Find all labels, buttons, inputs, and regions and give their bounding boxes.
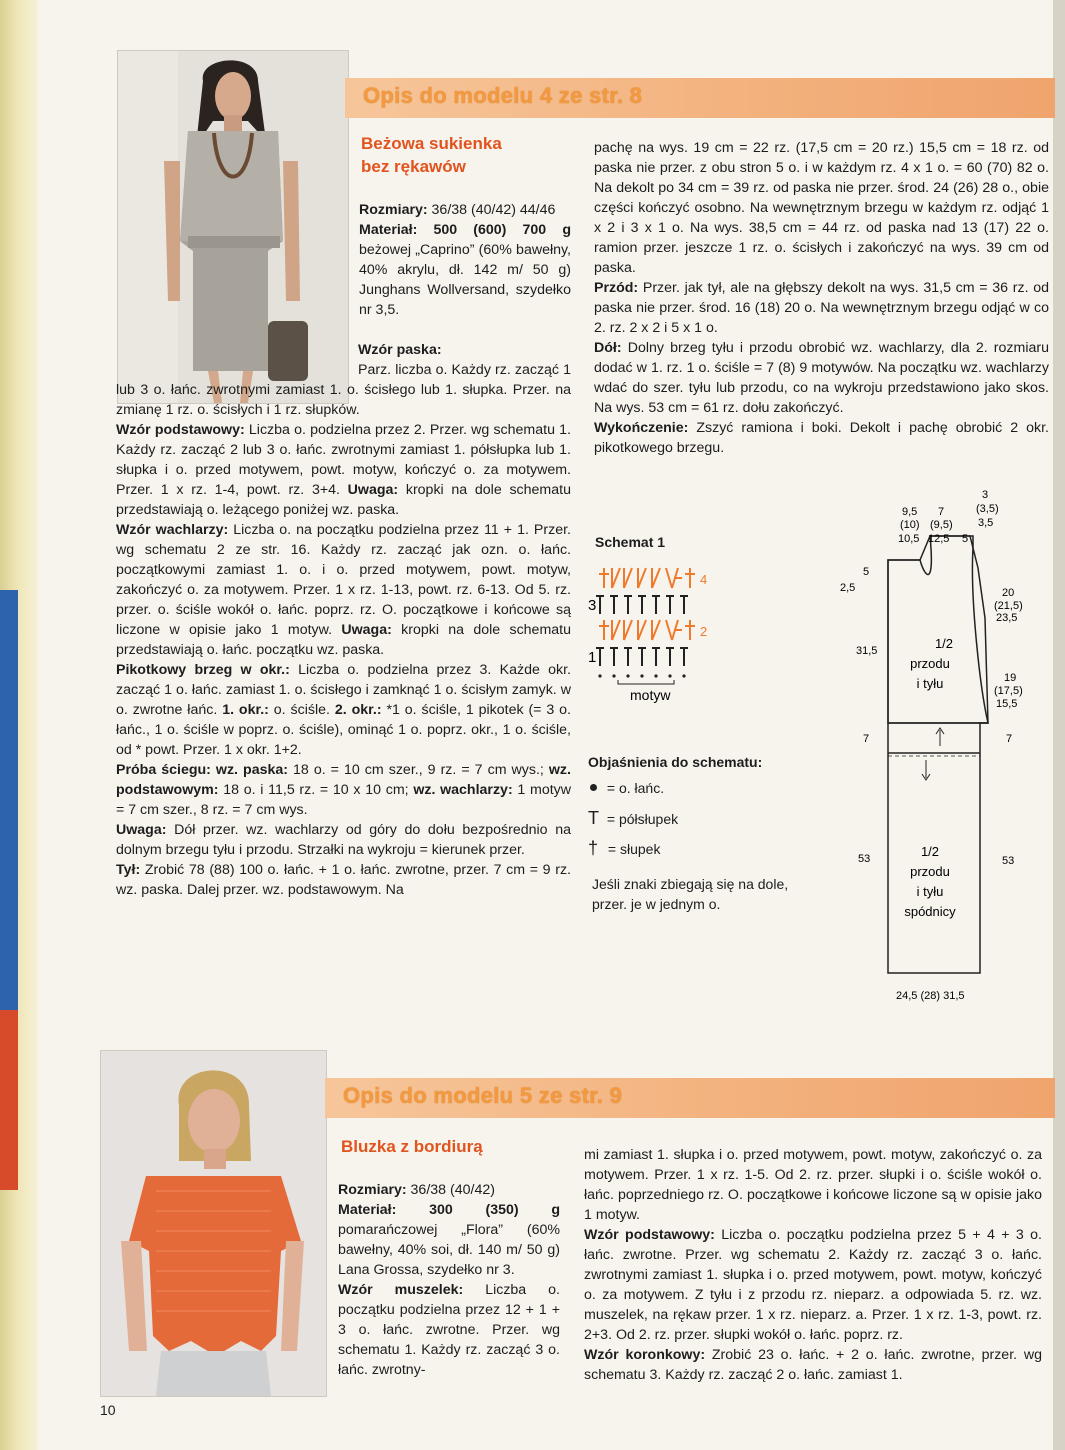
m5-rozmiary-value: 36/38 (40/42) — [410, 1182, 495, 1198]
model5-figure-illustration — [101, 1051, 326, 1396]
dim-left-53: 53 — [858, 853, 871, 865]
proba-wachl-label: wz. wachlarzy: — [413, 782, 513, 798]
decor-stripe-blue — [0, 590, 18, 1010]
paska-label: Wzór paska: — [358, 342, 442, 358]
dim-right-20b: (21,5) — [994, 600, 1023, 612]
podst-text: Liczba o. podzielna przez 2. Przer. wg schematu 1. Każdy rz. zacząć 2 lub 3 o. łańc. zwrotnymi zamiast 1. półsłupka lub 1. słupka i o. przed motywem, powt. motyw, kończyć o. za motywem. Przer. 1 x rz. 1-4, powt. rz. 3+4. — [116, 422, 571, 498]
dol-text: Dolny brzeg tyłu i przodu obrobić wz. wachlarzy, dla 2. rozmiaru dodać w 1. rz. 1 o. ściśle = 7 (8) 9 motywów. Na początku wz. wachlarzy wdać do szer. tyłu lub przodu, co na wykroju przedstawiono jako skos. Na wys. 53 cm = 61 rz. dołu zakończyć. — [594, 340, 1049, 416]
model4-subtitle — [361, 132, 502, 178]
dim-right-20c: 23,5 — [996, 612, 1018, 624]
model4-subtitle-line1: Beżowa sukienka — [361, 134, 502, 153]
m5-musz-label: Wzór muszelek: — [338, 1282, 464, 1298]
dim-right-53: 53 — [1002, 855, 1015, 867]
lower-label-4: spódnicy — [904, 904, 956, 919]
half-stitch-icon: T — [588, 808, 599, 828]
m5-koron-text: Zrobić 23 o. łańc. + 2 o. łańc. zwrotne, przer. wg schematu 3. Każdy rz. zacząć 2 o. łańc. zamiast 1. — [584, 1347, 1042, 1383]
dim-top-b2: (9,5) — [930, 519, 953, 531]
tyl-text: Zrobić 78 (88) 100 o. łańc. + 1 o. łańc. zwrotne, przer. 7 cm = 9 rz. wz. paska. Dalej przer. wz. podstawowym. Na — [116, 862, 571, 898]
schema-legend — [588, 752, 808, 868]
model4-banner — [345, 78, 1055, 118]
model5-right-column — [584, 1145, 1042, 1385]
dim-left-5: 5 — [863, 566, 870, 578]
dim-right-19: 19 — [1004, 672, 1017, 684]
m5-rozmiary-label: Rozmiary: — [338, 1182, 407, 1198]
dim-right-7: 7 — [1006, 733, 1013, 745]
material-text: beżowej „Caprino” (60% bawełny, 40% akrylu, dł. 142 m/ 50 g) Junghans Wollversand, szydełko nr 3,5. — [359, 242, 571, 318]
tyl-label: Tył: — [116, 862, 141, 878]
dim-top-c: 5 — [962, 533, 969, 545]
dim-left-7: 7 — [863, 733, 870, 745]
dim-top-b: 7 — [938, 506, 945, 518]
dim-left-25: 2,5 — [840, 582, 856, 594]
proba-text2: 18 o. i 11,5 rz. = 10 x 10 cm; — [223, 782, 409, 798]
przod-label: Przód: — [594, 280, 639, 296]
m5-material-text: pomarańczowej „Flora” (60% bawełny, 40% soi, dł. 140 m/ 50 g) Lana Grossa, szydełko nr 3. — [338, 1222, 560, 1278]
proba-text3: 1 motyw = 7 cm szer., 8 rz. = 7 cm wys. — [116, 782, 572, 818]
proba-podst-label: wz. podstawowym: — [116, 762, 571, 798]
legend-row-chain — [588, 778, 808, 808]
dim-top-d3: 3,5 — [978, 517, 994, 529]
schema-dots — [598, 674, 685, 677]
motyw-label: motyw — [630, 687, 671, 703]
m5-koron-label: Wzór koronkowy: — [584, 1347, 706, 1363]
model5-photo — [100, 1050, 327, 1397]
schema-row4-number: 4 — [700, 572, 708, 587]
page-edge-left — [0, 0, 38, 1450]
legend-chain-text: = o. łańc. — [606, 780, 665, 796]
page-number: 10 — [100, 1402, 116, 1418]
pikot-okr2-text: *1 o. ściśle, 1 pikotek (= 3 o. łańc., 1 o. ściśle w poprz. o. ściśle), ominąć 1 o. poprz. okr., 1 o. ściśle, od * powt. Przer. 1 x okr. 1+2. — [116, 702, 571, 758]
schema-diagram — [586, 558, 726, 708]
pattern-diagram — [830, 488, 1055, 1008]
dim-top-a: 9,5 — [902, 506, 918, 518]
lower-label-1: 1/2 — [920, 844, 940, 859]
model4-intro-column — [359, 200, 571, 320]
right-text1: pachę na wys. 19 cm = 22 rz. (17,5 cm = 20 rz.) 15,5 cm = 18 rz. od paska nie przer. z obu stron 5 o. i w każdym rz. 4 x 1 o. = 60 (70) 82 o. Na dekolt po 34 cm = 39 rz. od paska nie przer. środ. 24 (26) 28 o., obie części kończyć osobno. Na wewnętrznym brzegu w każdym rz. odjąć 1 x 2 i 3 x 1 o. Na wys. 38,5 cm = 44 rz. od paska nad 13 (17) 22 o. ramion przer. jeszcze 1 rz. o. ścisłych i zakończyć na wys. 39 cm od paska. — [594, 140, 1049, 276]
legend-row-double — [588, 838, 808, 868]
pikot-text: Liczba o. podzielna przez 3. Każde okr. zacząć 1 o. łańc. zamiast 1. o. ścisłego i zamknąć 1 o. ścisłym zamyk. w o. zwrotne łańc. — [116, 662, 571, 718]
lower-label-3: i tyłu — [916, 884, 944, 899]
podst-label: Wzór podstawowy: — [116, 422, 245, 438]
dim-right-19c: 15,5 — [996, 698, 1018, 710]
dol-label: Dół: — [594, 340, 622, 356]
wachl-text: Liczba o. na początku podzielna przez 11 + 1. Przer. wg schematu 2 ze str. 16. Każdy rz. zacząć jak ozn. o. łańc. początkowymi zamiast 1. o. i o. przed motywem, powt. motyw, zakończyć o. za motywem. Przer. 1 x rz. 1-13, powt. rz. 6-13. Od 5. rz. przer. o. ściśle wokół o. łańc. poprz. rz. O. początkowe i końcowe są liczone w opisie jako 1 motyw. — [116, 522, 571, 638]
dim-left-315: 31,5 — [856, 645, 878, 657]
schema-row4-symbols — [599, 568, 695, 588]
wyk-text: Zszyć ramiona i boki. Dekolt i pachę obrobić 2 okr. pikotkowego brzegu. — [594, 420, 1049, 456]
upper-label-2: przodu — [910, 656, 950, 671]
dim-top-d: 3 — [982, 489, 989, 501]
proba-label: Próba ściegu: wz. paska: — [116, 762, 288, 778]
rozmiary-value: 36/38 (40/42) 44/46 — [431, 202, 556, 218]
m5-material-label: Materiał: 300 (350) g — [338, 1202, 560, 1218]
paska-text: Parz. liczba o. Każdy rz. zacząć 1 lub 3 o. łańc. zwrotnymi zamiast 1. o. ścisłego lub 1. słupka. Przer. na zmianę 1 rz. o. ścisłych i 1 rz. słupków. — [116, 362, 571, 418]
double-stitch-icon: † — [588, 838, 599, 858]
dim-top-a2: (10) — [900, 519, 920, 531]
model5-banner-title: Opis do modelu 5 ze str. 9 — [343, 1083, 623, 1108]
m5-musz-text: Liczba o. początku podzielna przez 12 + 1 + 3 o. łańc. zwrotne. Przer. wg schematu 1. Każdy rz. zacząć 3 o. łańc. zwrotny- — [338, 1282, 560, 1378]
schema-row1-symbols — [596, 648, 688, 666]
upper-label-3: i tyłu — [916, 676, 944, 691]
schema-title: Schemat 1 — [595, 534, 666, 550]
schema-row3-number: 3 — [588, 597, 597, 614]
pikot-okr1-label: 1. okr.: — [222, 702, 269, 718]
upper-label-1: 1/2 — [934, 636, 954, 651]
motyw-bracket — [618, 680, 674, 684]
pikot-label: Pikotkowy brzeg w okr.: — [116, 662, 290, 678]
lower-label-2: przodu — [910, 864, 950, 879]
rozmiary-label: Rozmiary: — [359, 202, 428, 218]
dot-icon — [590, 784, 597, 791]
model5-subtitle: Bluzka z bordiurą — [341, 1137, 483, 1156]
wachl-label: Wzór wachlarzy: — [116, 522, 229, 538]
decor-stripe-red — [0, 1010, 18, 1190]
dim-right-20: 20 — [1002, 587, 1015, 599]
dim-top-b3: 12,5 — [928, 533, 950, 545]
dim-bottom: 24,5 (28) 31,5 — [896, 990, 965, 1002]
podst-uwaga-text: kropki na dole schematu przedstawiają o. leżącego poniżej wz. paska. — [116, 482, 571, 518]
legend-row-half — [588, 808, 808, 838]
schema-note: Jeśli znaki zbiegają się na dole, przer. je w jednym o. — [592, 876, 789, 912]
model5-left-column — [338, 1180, 560, 1380]
legend-half-text: = półsłupek — [606, 811, 679, 827]
m5-podst-text: Liczba o. początku podzielna przez 5 + 4 + 3 o. łańc. zwrotne. Przer. wg schematu 2. Każdy rz. zacząć 3 o. łańc. zwrotnymi zamiast 1. słupka i o. przed motywem, powt. motyw, kończyć o. za motywem. Z tyłu i z przodu rz. nieparz. a odpowiada 5. rz. wz. muszelek, na rękaw przer. 1 x rz. nieparz. a. Przer. 1 x rz. 1-3, powt. rz. 2+3. Od 2. rz. przer. słupki wokół o. łańc. poprz. rz. — [584, 1227, 1042, 1343]
dim-right-19b: (17,5) — [994, 685, 1023, 697]
pikot-okr1-text: o. ściśle. — [273, 702, 330, 718]
legend-double-text: = słupek — [607, 841, 661, 857]
model4-left-column — [116, 340, 571, 900]
wachl-uwaga-text: kropki na dole schematu przedstawiają o. łańc. początku wz. paska. — [116, 622, 571, 658]
schema-row2-symbols — [599, 620, 695, 640]
przod-text: Przer. jak tył, ale na głębszy dekolt na wys. 31,5 cm = 36 rz. od paska nie przer. środ. 16 (18) 20 o. Na wewnętrznym brzegu odjąć w co 2. rz. 2 x 2 i 5 x 1 o. — [594, 280, 1049, 336]
dim-top-d2: (3,5) — [976, 503, 999, 515]
dim-top-a3: 10,5 — [898, 533, 920, 545]
model4-right-column — [594, 138, 1049, 458]
schema-row2-number: 2 — [700, 624, 708, 639]
uwaga-label: Uwaga: — [116, 822, 167, 838]
wachl-uwaga-label: Uwaga: — [341, 622, 392, 638]
m5-right-text1: mi zamiast 1. słupka i o. przed motywem, powt. motyw, zakończyć o. za motywem. Przer. 1 x rz. 1-5. Od 2. rz. przer. słupki i o. ściśle wokół o. łańc. poprzedniego rz. O. początkowe i końcowe liczone są w opisie jako 1 motyw. — [584, 1147, 1042, 1223]
model4-banner-title: Opis do modelu 4 ze str. 8 — [363, 83, 643, 108]
material-label: Materiał: 500 (600) 700 g — [359, 222, 571, 238]
wyk-label: Wykończenie: — [594, 420, 689, 436]
pikot-okr2-label: 2. okr.: — [334, 702, 382, 718]
model5-banner — [325, 1078, 1055, 1118]
schema-row3-symbols — [596, 596, 688, 614]
m5-podst-label: Wzór podstawowy: — [584, 1227, 715, 1243]
podst-uwaga-label: Uwaga: — [347, 482, 399, 498]
proba-text1: 18 o. = 10 cm szer., 9 rz. = 7 cm wys.; — [293, 762, 544, 778]
legend-title: Objaśnienia do schematu: — [588, 754, 763, 770]
model4-subtitle-line2: bez rękawów — [361, 157, 466, 176]
uwaga-text: Dół przer. wz. wachlarzy od góry do dołu bezpośrednio na dolnym brzegu tyłu i przodu. Strzałki na wykroju = kierunek przer. — [116, 822, 571, 858]
schema-row1-number: 1 — [588, 649, 597, 666]
